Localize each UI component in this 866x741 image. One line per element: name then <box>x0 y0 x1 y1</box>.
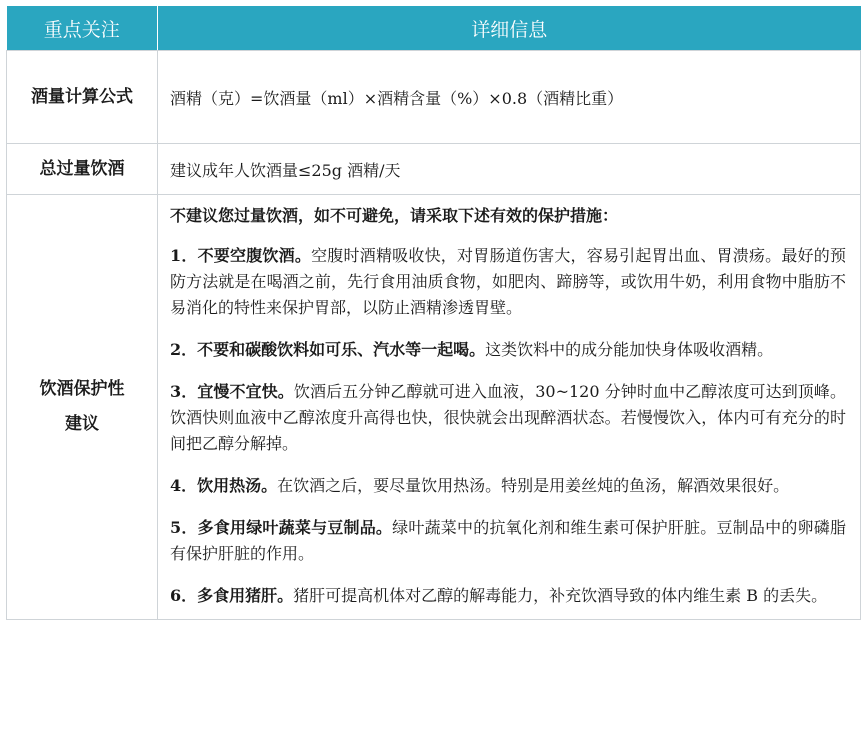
advice-tip-title: 2．不要和碳酸饮料如可乐、汽水等一起喝。 <box>170 340 486 359</box>
advice-key-line2: 建议 <box>65 414 99 434</box>
advice-tip-4 <box>170 473 846 499</box>
table-row-advice <box>7 195 861 620</box>
advice-tip-title: 6．多食用猪肝。 <box>170 586 294 605</box>
advice-intro: 不建议您过量饮酒，如不可避免，请采取下述有效的保护措施： <box>170 206 619 225</box>
advice-tip-text: 猪肝可提高机体对乙醇的解毒能力，补充饮酒导致的体内维生素 B 的丢失。 <box>293 586 828 605</box>
advice-tip-text: 在饮酒之后，要尽量饮用热汤。特别是用姜丝炖的鱼汤，解酒效果很好。 <box>277 476 790 495</box>
advice-tip-text: 绿叶蔬菜中的抗氧化剂和维生素可保护肝脏。豆制品中的卵磷脂有保护肝脏的作用。 <box>170 518 846 563</box>
advice-tip-2 <box>170 337 846 363</box>
advice-tip-text: 空腹时酒精吸收快，对胃肠道伤害大，容易引起胃出血、胃溃疡。最好的预防方法就是在喝酒之前，先行食用油质食物，如肥肉、蹄膀等，或饮用牛奶，利用食物中脂肪不易消化的特性来保护胃部，以防止酒精渗透胃壁。 <box>170 246 846 317</box>
advice-tip-title: 4．饮用热汤。 <box>170 476 278 495</box>
advice-tip-1 <box>170 243 846 321</box>
formula-value-cell: 酒精（克）=饮酒量（ml）×酒精含量（%）×0.8（酒精比重） <box>158 51 861 144</box>
formula-key-cell: 酒量计算公式 <box>7 51 158 144</box>
limit-value-cell: 建议成年人饮酒量≤25g 酒精/天 <box>158 144 861 195</box>
advice-tip-3 <box>170 379 846 457</box>
advice-tip-text: 饮酒后五分钟乙醇就可进入血液，30~120 分钟时血中乙醇浓度可达到顶峰。饮酒快则血液中乙醇浓度升高得也快，很快就会出现醉酒状态。若慢慢饮入，体内可有充分的时间把乙醇分解掉。 <box>170 382 846 453</box>
table-row-limit <box>7 144 861 195</box>
header-row <box>7 6 861 51</box>
advice-tip-6 <box>170 583 846 609</box>
advice-tip-title: 3．宜慢不宜快。 <box>170 382 294 401</box>
limit-key-cell: 总过量饮酒 <box>7 144 158 195</box>
info-table <box>6 6 861 620</box>
header-key-cell: 重点关注 <box>7 6 158 51</box>
advice-tip-title: 1．不要空腹饮酒。 <box>170 246 312 265</box>
advice-key-cell <box>7 195 158 620</box>
table-row-formula <box>7 51 861 144</box>
advice-value-cell <box>158 195 861 620</box>
advice-key-line1: 饮酒保护性 <box>39 379 125 399</box>
advice-tip-title: 5．多食用绿叶蔬菜与豆制品。 <box>170 518 393 537</box>
advice-tip-5 <box>170 515 846 567</box>
header-detail-cell: 详细信息 <box>158 6 861 51</box>
advice-tip-text: 这类饮料中的成分能加快身体吸收酒精。 <box>485 340 774 359</box>
